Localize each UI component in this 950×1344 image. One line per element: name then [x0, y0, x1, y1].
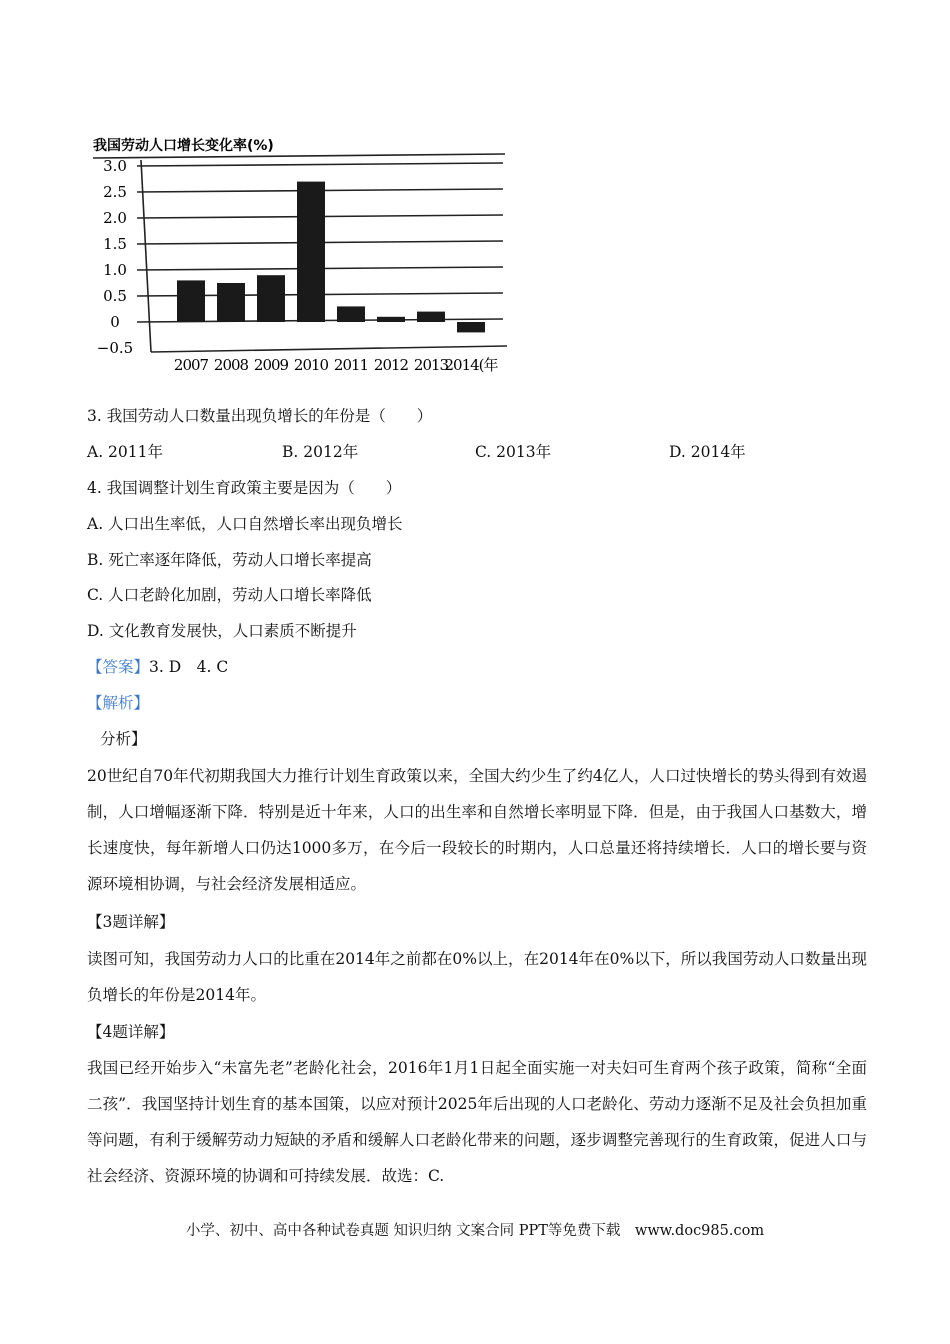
x-tick-label: 2012: [373, 356, 409, 374]
bar-2013: [417, 312, 445, 322]
option-d: D. 2014年: [669, 443, 746, 461]
bar-2014: [457, 322, 485, 332]
y-tick-label: 1.0: [103, 261, 127, 279]
bar-2007: [177, 280, 205, 322]
y-tick-label: 3.0: [103, 157, 127, 175]
question-3-stem: 3. 我国劳动人口数量出现负增长的年份是（ ）: [87, 407, 433, 425]
y-tick-label: 0: [110, 313, 120, 331]
answer-line: [87, 655, 228, 679]
x-axis: [151, 346, 507, 352]
question-4-option-a: A. 人口出生率低，人口自然增长率出现负增长: [87, 515, 403, 533]
y-tick-label: 0.5: [103, 287, 127, 305]
chart-svg: [85, 128, 565, 388]
bar-2010: [297, 182, 325, 322]
bar-2008: [217, 283, 245, 322]
x-tick-label: 2008: [213, 356, 249, 374]
fenxi-label: 分析】: [100, 730, 147, 748]
question-3-options: [87, 440, 867, 464]
option-c: C. 2013年: [475, 443, 552, 461]
x-tick-label: 2010: [293, 356, 329, 374]
question-4-option-b: B. 死亡率逐年降低，劳动人口增长率提高: [87, 551, 372, 569]
x-tick-label: 2013: [413, 356, 449, 374]
question-4-option-c: C. 人口老龄化加剧，劳动人口增长率降低: [87, 586, 372, 604]
y-tick-label: 1.5: [103, 235, 127, 253]
detail-3-paragraph: 读图可知，我国劳动力人口的比重在2014年之前都在0%以上，在2014年在0%以下，所以我国劳动人口数量出现负增长的年份是2014年。: [87, 950, 867, 1004]
analysis-paragraph: 20世纪自70年代初期我国大力推行计划生育政策以来，全国大约少生了约4亿人，人口过快增长的势头得到有效遏制，人口增幅逐渐下降．特别是近十年来，人口的出生率和自然增长率明显下降．但是，由于我国人口基数大，增长速度快，每年新增人口仍达1000多万，在今后一段较长的时期内，人口总量还将持续增长．人口的增长要与资源环境相协调，与社会经济发展相适应。: [87, 767, 867, 893]
option-b: B. 2012年: [282, 443, 359, 461]
y-tick-label: 2.5: [103, 183, 127, 201]
detail-4-paragraph: 我国已经开始步入“未富先老”老龄化社会，2016年1月1日起全面实施一对夫妇可生育两个孩子政策，简称“全面二孩”．我国坚持计划生育的基本国策，以应对预计2025年后出现的人口老龄化、劳动力逐渐不足及社会负担加重等问题，有利于缓解劳动力短缺的矛盾和缓解人口老龄化带来的问题，逐步调整完善现行的生育政策，促进人口与社会经济、资源环境的协调和可持续发展．故选：C.: [87, 1059, 867, 1185]
question-4-stem: 4. 我国调整计划生育政策主要是因为（ ）: [87, 479, 402, 497]
chart-title: 我国劳动人口增长变化率(%): [93, 138, 274, 154]
detail-4-label: 【4题详解】: [87, 1023, 175, 1041]
chart-top-rule: [93, 154, 505, 158]
y-tick-label: 2.0: [103, 209, 127, 227]
x-tick-label: 2014(年: [444, 356, 498, 374]
bar-2009: [257, 275, 285, 322]
page-footer: 小学、初中、高中各种试卷真题 知识归纳 文案合同 PPT等免费下载 www.doc985.com: [185, 1223, 765, 1239]
bar-2011: [337, 306, 365, 322]
x-tick-label: 2011: [333, 356, 369, 374]
question-4-option-d: D. 文化教育发展快，人口素质不断提升: [87, 622, 357, 640]
x-tick-label: 2007: [173, 356, 209, 374]
labor-growth-chart: [85, 128, 565, 388]
y-axis: [141, 160, 151, 352]
x-tick-label: 2009: [253, 356, 289, 374]
analysis-label: 【解析】: [87, 694, 150, 712]
answer-label: 【答案】: [87, 658, 150, 676]
option-a: A. 2011年: [87, 443, 163, 461]
detail-3-label: 【3题详解】: [87, 913, 175, 931]
bar-2012: [377, 317, 405, 322]
gridline: [137, 163, 503, 166]
y-tick-label: −0.5: [96, 339, 134, 357]
answer-text: 3. D 4. C: [149, 658, 229, 676]
